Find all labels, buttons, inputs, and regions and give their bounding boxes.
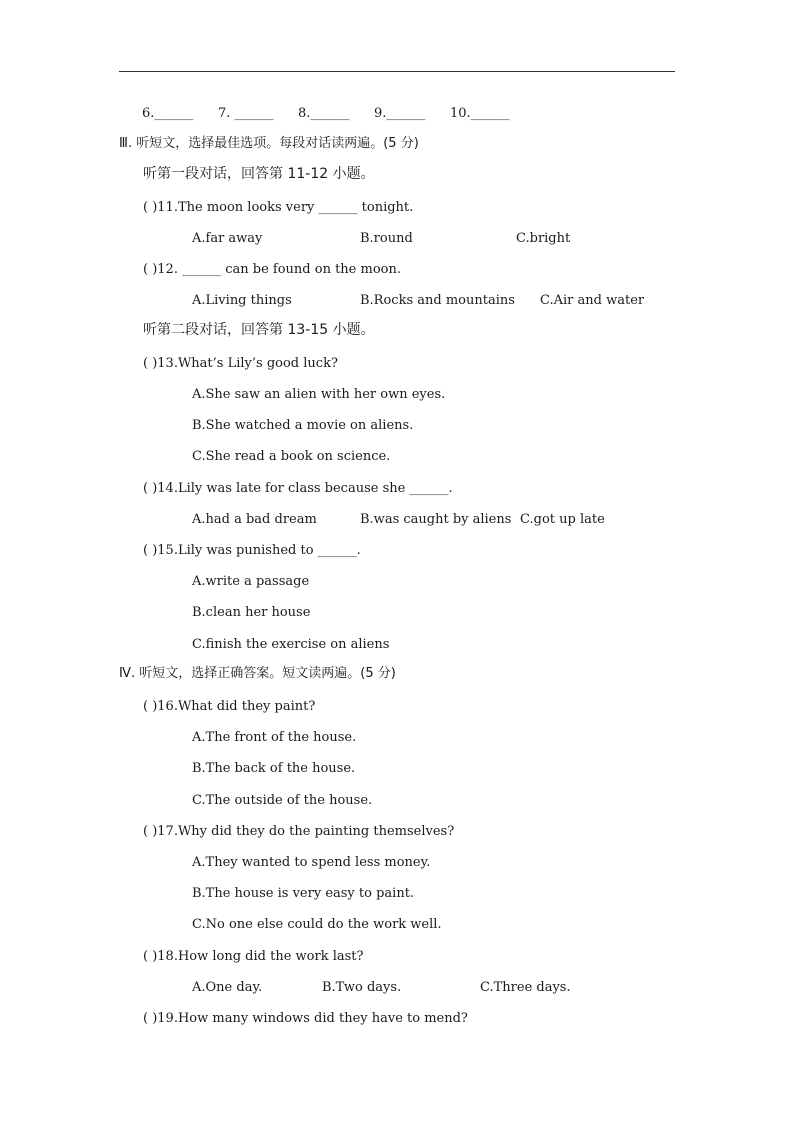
question-14: ( )14.Lily was late for class because she ______. — [143, 481, 453, 496]
question-18: ( )18.How long did the work last? — [143, 949, 364, 964]
question-16: ( )16.What did they paint? — [143, 699, 316, 714]
answer-blank-8[interactable]: 8.______ — [298, 106, 350, 121]
q12-option-a[interactable]: A.Living things — [192, 293, 292, 308]
section-3-heading: Ⅲ. 听短文，选择最佳选项。每段对话读两遍。(5 分) — [119, 136, 419, 151]
q14-option-a[interactable]: A.had a bad dream — [192, 512, 317, 527]
answer-blank-10[interactable]: 10.______ — [450, 106, 510, 121]
q18-option-b[interactable]: B.Two days. — [322, 980, 402, 995]
dialog-1-instruction: 听第一段对话，回答第 11-12 小题。 — [143, 166, 375, 182]
q15-option-b[interactable]: B.clean her house — [192, 605, 311, 620]
q12-option-c[interactable]: C.Air and water — [540, 293, 645, 308]
q14-option-c[interactable]: C.got up late — [520, 512, 605, 527]
q17-option-a[interactable]: A.They wanted to spend less money. — [192, 855, 431, 870]
q18-option-a[interactable]: A.One day. — [192, 980, 263, 995]
q17-option-c[interactable]: C.No one else could do the work well. — [192, 917, 442, 932]
answer-blank-6[interactable]: 6.______ — [142, 106, 194, 121]
question-11: ( )11.The moon looks very ______ tonight. — [143, 200, 414, 215]
q15-option-a[interactable]: A.write a passage — [192, 574, 310, 589]
q17-option-b[interactable]: B.The house is very easy to paint. — [192, 886, 415, 901]
question-19: ( )19.How many windows did they have to mend? — [143, 1011, 468, 1026]
q13-option-b[interactable]: B.She watched a movie on aliens. — [192, 418, 414, 433]
question-17: ( )17.Why did they do the painting themselves? — [143, 824, 455, 839]
q16-option-c[interactable]: C.The outside of the house. — [192, 793, 373, 808]
answer-blank-9[interactable]: 9.______ — [374, 106, 426, 121]
q11-option-b[interactable]: B.round — [360, 231, 413, 246]
q12-option-b[interactable]: B.Rocks and mountains — [360, 293, 515, 308]
q16-option-a[interactable]: A.The front of the house. — [192, 730, 357, 745]
q15-option-c[interactable]: C.finish the exercise on aliens — [192, 637, 390, 652]
q11-option-a[interactable]: A.far away — [192, 231, 263, 246]
question-15: ( )15.Lily was punished to ______. — [143, 543, 361, 558]
q11-option-c[interactable]: C.bright — [516, 231, 571, 246]
header-rule — [119, 71, 675, 72]
answer-blank-7[interactable]: 7. ______ — [218, 106, 274, 121]
section-4-heading: Ⅳ. 听短文，选择正确答案。短文读两遍。(5 分) — [119, 666, 396, 681]
q18-option-c[interactable]: C.Three days. — [480, 980, 571, 995]
q14-option-b[interactable]: B.was caught by aliens — [360, 512, 512, 527]
q16-option-b[interactable]: B.The back of the house. — [192, 761, 356, 776]
dialog-2-instruction: 听第二段对话，回答第 13-15 小题。 — [143, 322, 375, 338]
q13-option-a[interactable]: A.She saw an alien with her own eyes. — [192, 387, 446, 402]
q13-option-c[interactable]: C.She read a book on science. — [192, 449, 391, 464]
question-12: ( )12. ______ can be found on the moon. — [143, 262, 401, 277]
question-13: ( )13.What’s Lily’s good luck? — [143, 356, 338, 371]
